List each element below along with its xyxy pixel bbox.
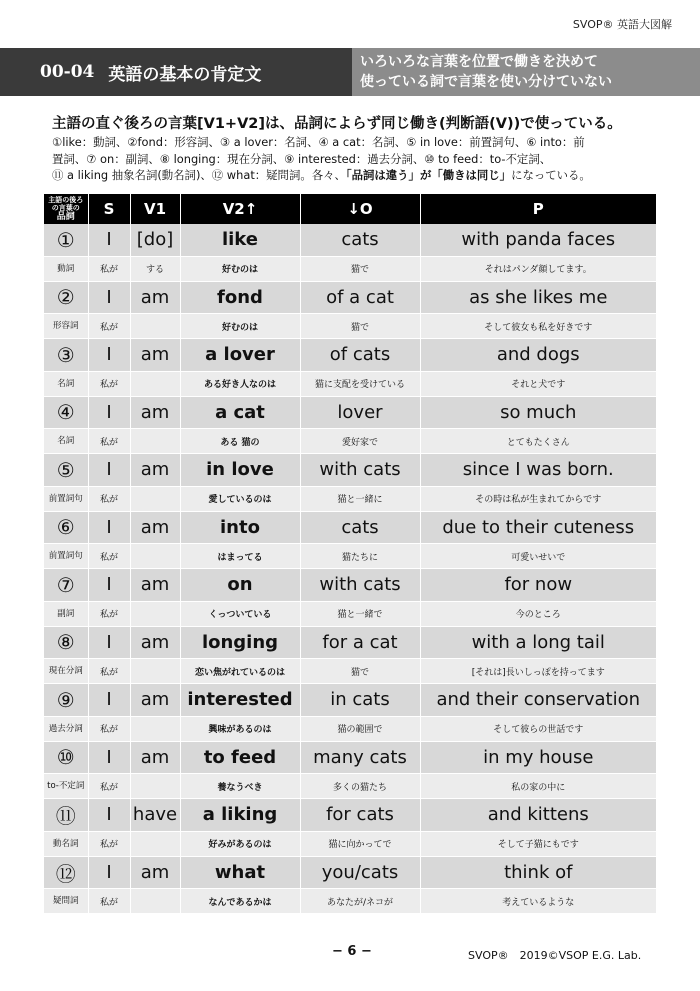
object-cell: with cats: [300, 569, 420, 602]
v2-jp-cell: 愛しているのは: [180, 486, 300, 511]
row-number: ①: [44, 224, 88, 256]
predicate-cell: so much: [420, 396, 656, 429]
table-row-english: [44, 741, 656, 774]
subject-jp-cell: 私が: [88, 774, 130, 799]
predicate-cell: and kittens: [420, 799, 656, 832]
v2-cell: a lover: [180, 339, 300, 372]
predicate-jp-cell: [それは]長いしっぽを持ってます: [420, 659, 656, 684]
v1-cell: am: [130, 856, 180, 889]
row-number: ⑥: [44, 511, 88, 544]
part-of-speech: 副詞: [44, 601, 88, 626]
header-title-block: [0, 48, 352, 96]
subject-cell: I: [88, 454, 130, 487]
subject-cell: I: [88, 799, 130, 832]
subject-jp-cell: 私が: [88, 544, 130, 569]
predicate-cell: with panda faces: [420, 224, 656, 256]
predicate-cell: in my house: [420, 741, 656, 774]
predicate-cell: for now: [420, 569, 656, 602]
row-number: ⑤: [44, 454, 88, 487]
object-jp-cell: 愛好家で: [300, 429, 420, 454]
v1-cell: am: [130, 396, 180, 429]
v2-cell: a liking: [180, 799, 300, 832]
predicate-jp-cell: それと犬です: [420, 371, 656, 396]
object-cell: lover: [300, 396, 420, 429]
v2-jp-cell: 養なうべき: [180, 774, 300, 799]
v1-jp-cell: [130, 314, 180, 339]
table-row-japanese: [44, 256, 656, 281]
part-of-speech: 前置詞句: [44, 544, 88, 569]
subject-cell: I: [88, 741, 130, 774]
table-row-japanese: [44, 831, 656, 856]
row-number: ⑧: [44, 626, 88, 659]
subject-jp-cell: 私が: [88, 889, 130, 914]
subject-jp-cell: 私が: [88, 371, 130, 396]
description-line-3-a: ⑪ a liking 抽象名詞(動名詞)、⑫ what：疑問詞。各々、: [52, 168, 346, 182]
object-jp-cell: 猫に支配を受けている: [300, 371, 420, 396]
v1-cell: am: [130, 281, 180, 314]
header-p: P: [420, 194, 656, 224]
v2-cell: to feed: [180, 741, 300, 774]
predicate-jp-cell: 考えているような: [420, 889, 656, 914]
object-cell: many cats: [300, 741, 420, 774]
header-v2: V2↑: [180, 194, 300, 224]
table-row-english: [44, 339, 656, 372]
subject-cell: I: [88, 224, 130, 256]
table-row-japanese: [44, 716, 656, 741]
v2-cell: fond: [180, 281, 300, 314]
subject-jp-cell: 私が: [88, 601, 130, 626]
object-cell: in cats: [300, 684, 420, 717]
header-pos-line-3: 品詞: [56, 212, 75, 222]
v2-cell: a cat: [180, 396, 300, 429]
predicate-jp-cell: そして彼女も私を好きです: [420, 314, 656, 339]
v2-jp-cell: 興味があるのは: [180, 716, 300, 741]
subject-cell: I: [88, 396, 130, 429]
description-emphasis: 「品詞は違う」が「働きは同じ」: [345, 168, 512, 182]
v1-cell: am: [130, 511, 180, 544]
object-jp-cell: 猫で: [300, 256, 420, 281]
v1-cell: am: [130, 569, 180, 602]
row-number: ⑨: [44, 684, 88, 717]
v2-cell: interested: [180, 684, 300, 717]
subject-cell: I: [88, 569, 130, 602]
v1-jp-cell: [130, 774, 180, 799]
description-line-3-c: になっている。: [511, 168, 591, 182]
description-line-3: [52, 167, 652, 184]
svop-table: [44, 194, 656, 914]
v1-jp-cell: [130, 601, 180, 626]
subtitle-line-2: 使っている詞で言葉を使い分けていない: [360, 74, 612, 90]
table-row-english: [44, 684, 656, 717]
v1-jp-cell: [130, 486, 180, 511]
row-number: ③: [44, 339, 88, 372]
v2-jp-cell: なんであるかは: [180, 889, 300, 914]
subject-jp-cell: 私が: [88, 659, 130, 684]
predicate-cell: with a long tail: [420, 626, 656, 659]
part-of-speech: 名詞: [44, 371, 88, 396]
top-brand: SVOP® 英語大図解: [572, 18, 672, 31]
row-number: ②: [44, 281, 88, 314]
v2-jp-cell: ある好き人なのは: [180, 371, 300, 396]
v1-cell: am: [130, 741, 180, 774]
part-of-speech: 過去分詞: [44, 716, 88, 741]
part-of-speech: 現在分詞: [44, 659, 88, 684]
v2-jp-cell: ある 猫の: [180, 429, 300, 454]
header-s: S: [88, 194, 130, 224]
predicate-jp-cell: 私の家の中に: [420, 774, 656, 799]
v1-cell: am: [130, 454, 180, 487]
row-number: ⑫: [44, 856, 88, 889]
table-row-english: [44, 224, 656, 256]
v2-jp-cell: くっついている: [180, 601, 300, 626]
v1-cell: am: [130, 626, 180, 659]
subject-cell: I: [88, 684, 130, 717]
v1-jp-cell: [130, 716, 180, 741]
part-of-speech: 名詞: [44, 429, 88, 454]
table-row-english: [44, 626, 656, 659]
page-title: 英語の基本の肯定文: [108, 64, 262, 85]
header-band: [0, 48, 700, 96]
v1-jp-cell: [130, 831, 180, 856]
object-cell: with cats: [300, 454, 420, 487]
table-row-english: [44, 799, 656, 832]
v1-cell: am: [130, 339, 180, 372]
v2-cell: on: [180, 569, 300, 602]
subject-jp-cell: 私が: [88, 831, 130, 856]
v2-cell: what: [180, 856, 300, 889]
copyright: SVOP® 2019©VSOP E.G. Lab.: [468, 949, 642, 962]
object-jp-cell: 猫の範囲で: [300, 716, 420, 741]
predicate-cell: and dogs: [420, 339, 656, 372]
subject-cell: I: [88, 281, 130, 314]
description-line-1: ①like：動詞、②fond：形容詞、③ a lover：名詞、④ a cat：名詞、⑤ in love：前置詞句、⑥ into：前: [52, 135, 585, 149]
object-cell: cats: [300, 511, 420, 544]
predicate-cell: think of: [420, 856, 656, 889]
header-pos: [44, 194, 88, 224]
row-number: ④: [44, 396, 88, 429]
table-row-japanese: [44, 371, 656, 396]
table-row-english: [44, 281, 656, 314]
table-row-japanese: [44, 774, 656, 799]
object-jp-cell: 猫と一緒で: [300, 601, 420, 626]
predicate-jp-cell: その時は私が生まれてからです: [420, 486, 656, 511]
page-number: − 6 −: [332, 944, 372, 959]
object-jp-cell: あなたが/ネコが: [300, 889, 420, 914]
v1-cell: am: [130, 684, 180, 717]
section-code: 00-04: [40, 62, 95, 82]
v2-cell: like: [180, 224, 300, 256]
predicate-cell: and their conservation: [420, 684, 656, 717]
predicate-jp-cell: 可愛いせいで: [420, 544, 656, 569]
table-body: [44, 224, 656, 914]
part-of-speech: 動名詞: [44, 831, 88, 856]
v2-jp-cell: 好みがあるのは: [180, 831, 300, 856]
predicate-jp-cell: そして子猫にもです: [420, 831, 656, 856]
part-of-speech: 前置詞句: [44, 486, 88, 511]
v1-jp-cell: [130, 544, 180, 569]
table-row-japanese: [44, 429, 656, 454]
v2-jp-cell: 好むのは: [180, 314, 300, 339]
table-row-english: [44, 454, 656, 487]
row-number: ⑦: [44, 569, 88, 602]
description-line-2: 置詞、⑦ on：副詞、⑧ longing：現在分詞、⑨ interested：過去分詞、⑩ to feed：to-不定詞、: [52, 151, 552, 166]
predicate-cell: due to their cuteness: [420, 511, 656, 544]
part-of-speech: 疑問詞: [44, 889, 88, 914]
predicate-jp-cell: それはパンダ顔してます。: [420, 256, 656, 281]
table-row-english: [44, 396, 656, 429]
header-subtitle-block: [352, 48, 700, 96]
object-cell: of cats: [300, 339, 420, 372]
table-row-japanese: [44, 544, 656, 569]
header-v1: V1: [130, 194, 180, 224]
description: [52, 134, 652, 184]
subject-cell: I: [88, 511, 130, 544]
predicate-jp-cell: 今のところ: [420, 601, 656, 626]
predicate-jp-cell: とてもたくさん: [420, 429, 656, 454]
object-cell: you/cats: [300, 856, 420, 889]
v1-jp-cell: [130, 889, 180, 914]
table-row-japanese: [44, 659, 656, 684]
object-jp-cell: 猫と一緒に: [300, 486, 420, 511]
table-row-japanese: [44, 601, 656, 626]
object-cell: cats: [300, 224, 420, 256]
row-number: ⑪: [44, 799, 88, 832]
v2-cell: into: [180, 511, 300, 544]
object-cell: for cats: [300, 799, 420, 832]
object-cell: for a cat: [300, 626, 420, 659]
table-row-english: [44, 856, 656, 889]
table-header-row: [44, 194, 656, 224]
table-row-japanese: [44, 314, 656, 339]
part-of-speech: 動詞: [44, 256, 88, 281]
predicate-cell: as she likes me: [420, 281, 656, 314]
object-jp-cell: 猫で: [300, 659, 420, 684]
subject-cell: I: [88, 626, 130, 659]
subject-jp-cell: 私が: [88, 256, 130, 281]
v2-jp-cell: 恋い焦がれているのは: [180, 659, 300, 684]
table-row-english: [44, 569, 656, 602]
predicate-jp-cell: そして彼らの世話です: [420, 716, 656, 741]
table-row-english: [44, 511, 656, 544]
part-of-speech: to-不定詞: [44, 774, 88, 799]
v2-cell: longing: [180, 626, 300, 659]
subject-jp-cell: 私が: [88, 429, 130, 454]
v1-jp-cell: [130, 429, 180, 454]
object-cell: of a cat: [300, 281, 420, 314]
v2-jp-cell: 好むのは: [180, 256, 300, 281]
subject-jp-cell: 私が: [88, 486, 130, 511]
header-o: ↓O: [300, 194, 420, 224]
predicate-cell: since I was born.: [420, 454, 656, 487]
v1-cell: [do]: [130, 224, 180, 256]
row-number: ⑩: [44, 741, 88, 774]
subject-cell: I: [88, 856, 130, 889]
v1-cell: have: [130, 799, 180, 832]
subtitle-line-1: いろいろな言葉を位置で働きを決めて: [360, 54, 598, 70]
object-jp-cell: 猫に向かってで: [300, 831, 420, 856]
v1-jp-cell: する: [130, 256, 180, 281]
object-jp-cell: 多くの猫たち: [300, 774, 420, 799]
header-pos-line-1: 主語の後ろ: [48, 196, 84, 204]
table-row-japanese: [44, 486, 656, 511]
v2-cell: in love: [180, 454, 300, 487]
object-jp-cell: 猫たちに: [300, 544, 420, 569]
table-row-japanese: [44, 889, 656, 914]
part-of-speech: 形容詞: [44, 314, 88, 339]
v2-jp-cell: はまってる: [180, 544, 300, 569]
v1-jp-cell: [130, 659, 180, 684]
subject-jp-cell: 私が: [88, 314, 130, 339]
subject-jp-cell: 私が: [88, 716, 130, 741]
subject-cell: I: [88, 339, 130, 372]
lead-sentence: 主語の直ぐ後ろの言葉[V1+V2]は、品詞によらず同じ働き(判断語(V))で使っている。: [52, 116, 622, 132]
header-pos-line-2: の言葉の: [51, 204, 80, 212]
v1-jp-cell: [130, 371, 180, 396]
object-jp-cell: 猫で: [300, 314, 420, 339]
